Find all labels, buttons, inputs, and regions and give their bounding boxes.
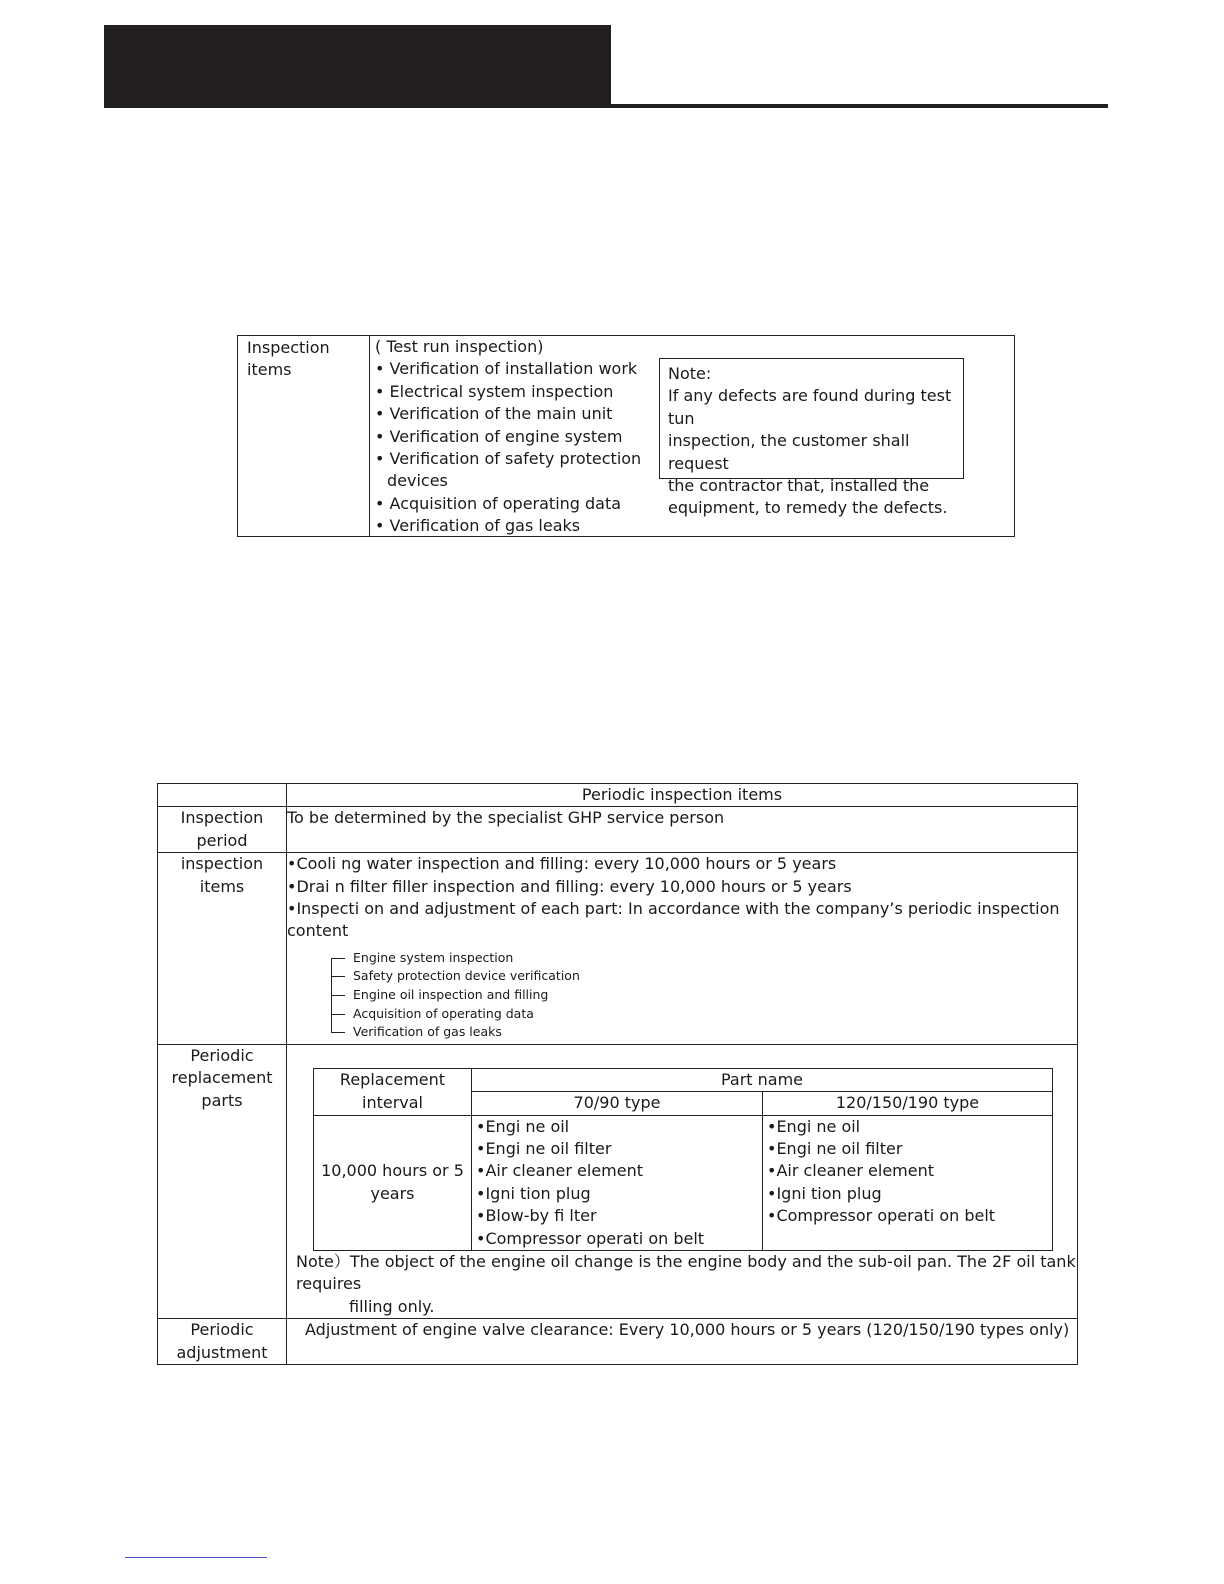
inspection-period-label: Inspection period <box>158 807 287 853</box>
list-item: •Engi ne oil <box>476 1116 570 1136</box>
note-heading: Note: <box>668 364 712 383</box>
header-title-bar <box>104 25 611 108</box>
sub-item: Verification of gas leaks <box>353 1023 1077 1042</box>
inner-header-row <box>314 1068 1053 1091</box>
inspection-items-label: Inspection items <box>247 338 330 380</box>
list-item: •Compressor operati on belt <box>476 1228 705 1248</box>
inspection-items-label: inspection items <box>158 853 287 1045</box>
replacement-parts-table <box>313 1068 1053 1251</box>
column-divider <box>369 336 370 536</box>
test-run-inspection-box <box>237 335 1015 537</box>
list-item: • Electrical system inspection <box>375 381 614 401</box>
list-item: •Air cleaner element <box>767 1161 935 1181</box>
list-item: •Blow-by fi lter <box>476 1206 597 1226</box>
parts-list-type-b <box>763 1115 1053 1250</box>
type-a-header: 70/90 type <box>472 1092 763 1115</box>
list-item: •Compressor operati on belt <box>767 1206 996 1226</box>
engine-oil-note: Note）The object of the engine oil change is the engine body and the sub-oil pan. The 2F oil tank requires filling only. <box>296 1252 1076 1316</box>
list-item: • Verification of safety protection <box>375 449 642 469</box>
parts-list-type-a <box>472 1115 763 1250</box>
replacement-parts-row <box>158 1044 1078 1318</box>
sub-item: Safety protection device verification <box>353 967 1077 986</box>
sub-items-bracket <box>331 949 1077 1042</box>
list-item: • Verification of installation work <box>375 359 638 379</box>
test-run-title: ( Test run inspection) <box>375 337 544 356</box>
periodic-adjustment-row <box>158 1319 1078 1365</box>
inspection-period-value: To be determined by the specialist GHP service person <box>287 807 1078 853</box>
inner-parts-row <box>314 1115 1053 1250</box>
sub-item: Engine oil inspection and filling <box>353 986 1077 1005</box>
list-item: • Verification of gas leaks <box>375 516 581 536</box>
header-rule <box>611 104 1108 108</box>
list-item: •Air cleaner element <box>476 1161 644 1181</box>
part-name-header: Part name <box>472 1068 1053 1091</box>
inspection-period-row <box>158 807 1078 853</box>
sub-item: Engine system inspection <box>353 949 1077 968</box>
test-run-content <box>375 336 641 538</box>
type-b-header: 120/150/190 type <box>763 1092 1053 1115</box>
note-line: the contractor that, installed the <box>668 476 930 496</box>
inspection-items-list <box>287 853 1078 1045</box>
list-item: • Verification of engine system <box>375 426 623 446</box>
sub-item: Acquisition of operating data <box>353 1005 1077 1024</box>
replacement-parts-cell <box>287 1044 1078 1318</box>
replacement-interval-header: Replacement interval <box>314 1068 472 1115</box>
list-item: •Igni tion plug <box>767 1183 882 1203</box>
empty-header-cell <box>158 784 287 807</box>
periodic-adjustment-label: Periodic adjustment <box>158 1319 287 1365</box>
periodic-adjustment-value: Adjustment of engine valve clearance: Every 10,000 hours or 5 years (120/150/190 types only) <box>287 1319 1078 1365</box>
list-item: •Cooli ng water inspection and filling: every 10,000 hours or 5 years <box>287 854 837 874</box>
inspection-items-row <box>158 853 1078 1045</box>
list-item: •Igni tion plug <box>476 1183 591 1203</box>
list-item: •Inspecti on and adjustment of each part: In accordance with the company’s periodic inspection content <box>287 899 1060 941</box>
note-line: If any defects are found during test tun <box>668 386 952 428</box>
table-header-row <box>158 784 1078 807</box>
list-item: •Engi ne oil <box>767 1116 861 1136</box>
list-item: •Engi ne oil filter <box>476 1139 612 1159</box>
list-item: •Engi ne oil filter <box>767 1139 903 1159</box>
replacement-parts-label: Periodic replacement parts <box>158 1044 287 1318</box>
list-item: • Verification of the main unit <box>375 404 613 424</box>
list-item: •Drai n filter filler inspection and filling: every 10,000 hours or 5 years <box>287 876 852 896</box>
list-item-continuation: devices <box>387 471 448 491</box>
periodic-header: Periodic inspection items <box>287 784 1078 807</box>
footer-rule <box>125 1557 267 1558</box>
note-line: equipment, to remedy the defects. <box>668 498 948 518</box>
list-item: • Acquisition of operating data <box>375 493 622 513</box>
interval-value: 10,000 hours or 5 years <box>314 1115 472 1250</box>
defects-note-box <box>659 358 964 518</box>
periodic-inspection-table <box>157 783 1078 1365</box>
note-line: inspection, the customer shall request <box>668 431 910 473</box>
